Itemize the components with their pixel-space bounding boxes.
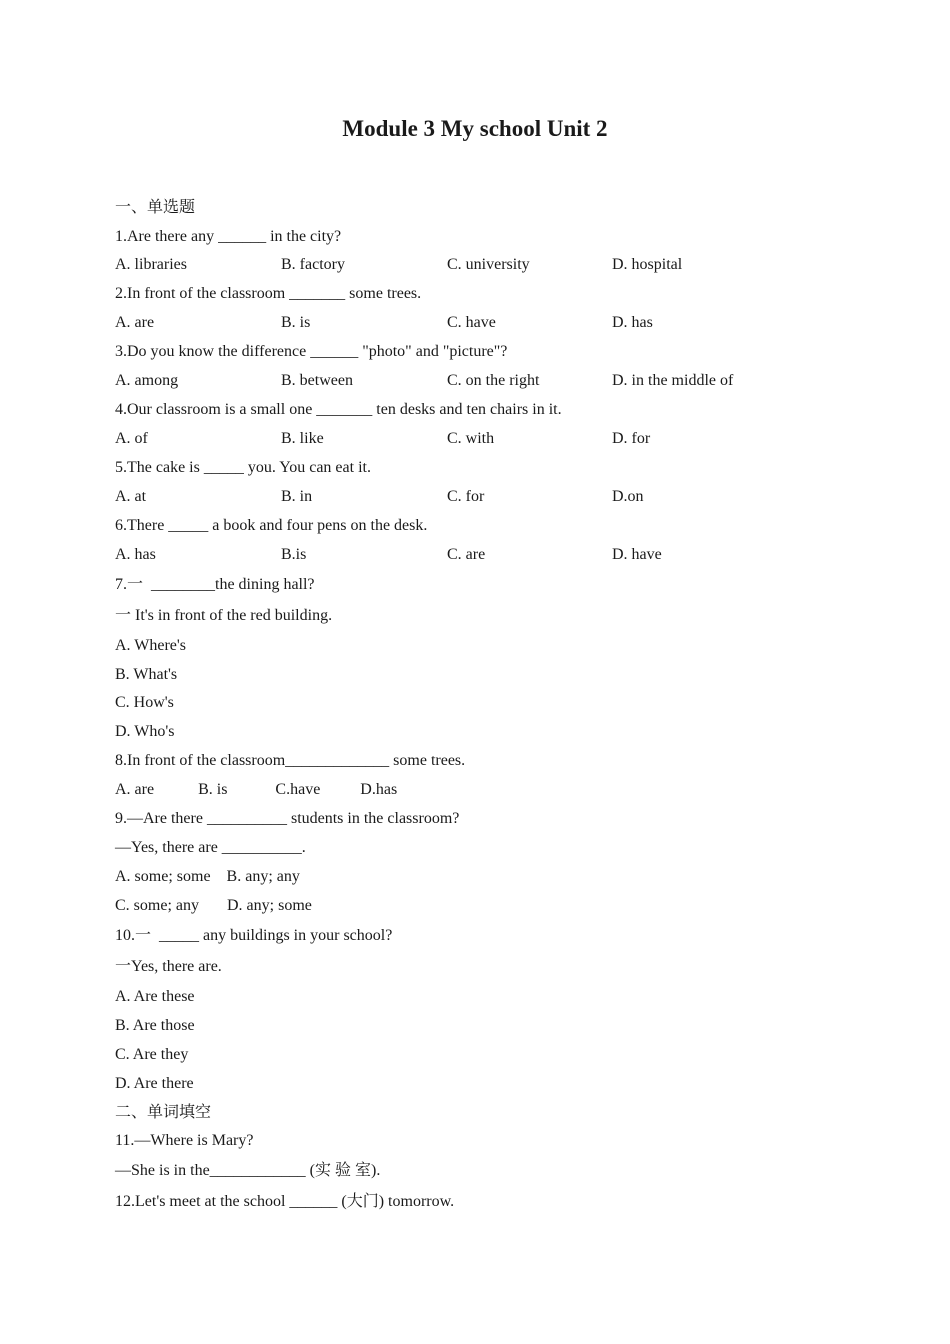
dialogue-answer: 一 It's in front of the red building. — [115, 607, 333, 624]
option-a: A. at — [115, 488, 147, 505]
question-stem: 8.In front of the classroom_____________ some trees. — [115, 752, 466, 769]
option-c: C. university — [447, 256, 530, 273]
question-stem: 7.一 ________the dining hall? — [115, 576, 315, 593]
option-b: B. Are those — [115, 1017, 195, 1034]
question-stem: 4.Our classroom is a small one _______ ten desks and ten chairs in it. — [115, 401, 562, 418]
section-heading: 一、单选题 — [115, 199, 196, 216]
dialogue-answer: 一Yes, there are. — [115, 958, 222, 975]
option-b: B. is — [281, 314, 311, 331]
question-stem: 12.Let's meet at the school ______ (大门) tomorrow. — [115, 1193, 455, 1210]
option-b: B. What's — [115, 666, 178, 683]
question-stem: 11.—Where is Mary? — [115, 1132, 254, 1149]
option-a: A. of — [115, 430, 148, 447]
options-row: A. are B. is C.have D.has — [115, 781, 398, 798]
section-heading: 二、单词填空 — [115, 1104, 212, 1121]
option-c: C. are — [447, 546, 486, 563]
option-c: C. have — [447, 314, 496, 331]
option-b: B.is — [281, 546, 307, 563]
option-d: D. hospital — [612, 256, 683, 273]
question-stem: 1.Are there any ______ in the city? — [115, 228, 342, 245]
option-b: B. between — [281, 372, 353, 389]
option-d: D. Are there — [115, 1075, 194, 1092]
question-stem: 2.In front of the classroom _______ some trees. — [115, 285, 422, 302]
question-stem: 9.—Are there __________ students in the classroom? — [115, 810, 460, 827]
options-row: C. some; any D. any; some — [115, 897, 312, 914]
option-b: B. factory — [281, 256, 345, 273]
option-d: D. Who's — [115, 723, 175, 740]
option-d: D. for — [612, 430, 651, 447]
option-c: C. for — [447, 488, 485, 505]
option-a: A. Where's — [115, 637, 187, 654]
option-c: C. How's — [115, 694, 174, 711]
option-a: A. Are these — [115, 988, 195, 1005]
option-b: B. in — [281, 488, 313, 505]
option-d: D.on — [612, 488, 644, 505]
option-d: D. has — [612, 314, 653, 331]
page-title: Module 3 My school Unit 2 — [342, 116, 608, 141]
question-stem: 6.There _____ a book and four pens on the desk. — [115, 517, 428, 534]
options-row: A. some; some B. any; any — [115, 868, 300, 885]
option-a: A. has — [115, 546, 156, 563]
option-b: B. like — [281, 430, 324, 447]
option-c: C. with — [447, 430, 495, 447]
option-c: C. on the right — [447, 372, 540, 389]
question-stem: 5.The cake is _____ you. You can eat it. — [115, 459, 371, 476]
dialogue-answer: —She is in the____________ (实 验 室). — [115, 1162, 381, 1179]
dialogue-answer: —Yes, there are __________. — [115, 839, 306, 856]
option-a: A. libraries — [115, 256, 187, 273]
question-stem: 10.一 _____ any buildings in your school? — [115, 927, 393, 944]
option-d: D. have — [612, 546, 662, 563]
option-d: D. in the middle of — [612, 372, 734, 389]
question-stem: 3.Do you know the difference ______ "photo" and "picture"? — [115, 343, 508, 360]
option-a: A. among — [115, 372, 179, 389]
option-a: A. are — [115, 314, 155, 331]
option-c: C. Are they — [115, 1046, 189, 1063]
